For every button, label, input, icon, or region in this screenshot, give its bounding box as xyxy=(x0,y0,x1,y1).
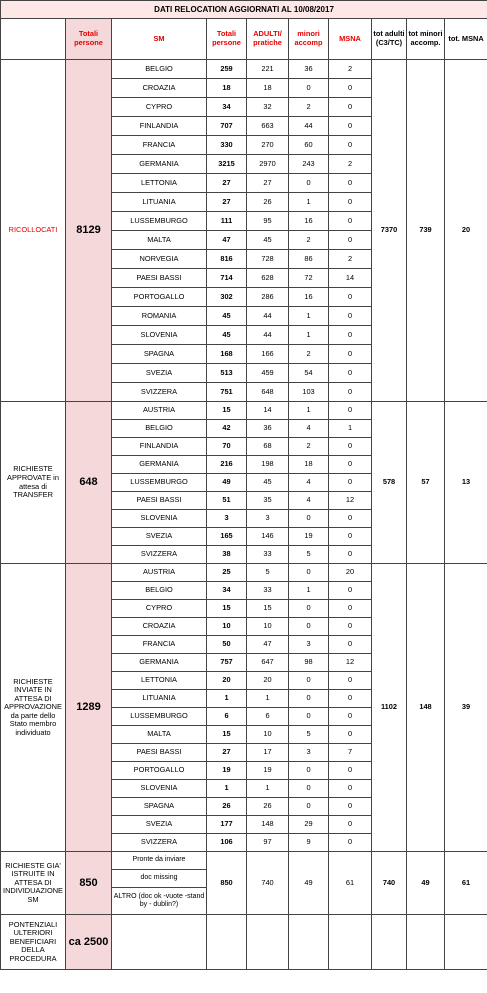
adulti-cell: 648 xyxy=(247,383,289,402)
totali-cell: 27 xyxy=(207,174,247,193)
potenziali-category-label: PONTENZIALI ULTERIORI BENEFICIARI DELLA PROCEDURA xyxy=(1,915,66,970)
table-row xyxy=(1,852,487,870)
minori-cell: 103 xyxy=(289,383,329,402)
adulti-cell: 95 xyxy=(247,212,289,231)
msna-cell: 0 xyxy=(329,98,372,117)
sm-cell: BELGIO xyxy=(112,60,207,79)
minori-cell: 0 xyxy=(289,174,329,193)
adulti-cell: 35 xyxy=(247,492,289,510)
minori-cell: 5 xyxy=(289,546,329,564)
sm-cell: SLOVENIA xyxy=(112,780,207,798)
minori-cell: 5 xyxy=(289,726,329,744)
empty-cell xyxy=(372,915,407,970)
msna-cell: 0 xyxy=(329,307,372,326)
minori-cell: 54 xyxy=(289,364,329,383)
sm-cell: NORVEGIA xyxy=(112,250,207,269)
totali-cell: 177 xyxy=(207,816,247,834)
sm-cell: LUSSEMBURGO xyxy=(112,212,207,231)
minori-cell: 1 xyxy=(289,582,329,600)
empty-cell xyxy=(207,915,247,970)
minori-cell: 9 xyxy=(289,834,329,852)
transfer-tot-minori: 57 xyxy=(407,402,445,564)
transfer-total: 648 xyxy=(66,402,112,564)
sm-cell: AUSTRIA xyxy=(112,564,207,582)
adulti-cell: 1 xyxy=(247,690,289,708)
totali-cell: 10 xyxy=(207,618,247,636)
minori-cell: 2 xyxy=(289,438,329,456)
adulti-cell: 6 xyxy=(247,708,289,726)
sm-cell: CYPRO xyxy=(112,98,207,117)
header-tot-msna: tot. MSNA xyxy=(445,19,487,60)
adulti-cell: 68 xyxy=(247,438,289,456)
minori-cell: 1 xyxy=(289,307,329,326)
sm-cell: PORTOGALLO xyxy=(112,288,207,307)
msna-cell: 0 xyxy=(329,708,372,726)
adulti-cell: 2970 xyxy=(247,155,289,174)
msna-cell: 0 xyxy=(329,383,372,402)
msna-cell: 0 xyxy=(329,600,372,618)
sm-cell: GERMANIA xyxy=(112,155,207,174)
adulti-cell: 10 xyxy=(247,618,289,636)
minori-cell: 19 xyxy=(289,528,329,546)
msna-cell: 2 xyxy=(329,155,372,174)
adulti-cell: 647 xyxy=(247,654,289,672)
sm-cell: GERMANIA xyxy=(112,456,207,474)
msna-cell: 0 xyxy=(329,636,372,654)
minori-cell: 4 xyxy=(289,420,329,438)
minori-cell: 2 xyxy=(289,345,329,364)
totali-cell: 19 xyxy=(207,762,247,780)
minori-cell: 86 xyxy=(289,250,329,269)
empty-cell xyxy=(407,915,445,970)
msna-cell: 0 xyxy=(329,438,372,456)
sm-cell: FRANCIA xyxy=(112,136,207,155)
minori-cell: 0 xyxy=(289,79,329,98)
istruite-minori: 49 xyxy=(289,852,329,915)
sm-cell: LUSSEMBURGO xyxy=(112,474,207,492)
sm-cell: LETTONIA xyxy=(112,672,207,690)
transfer-category-label: RICHIESTE APPROVATE in attesa di TRANSFER xyxy=(1,402,66,564)
totali-cell: 34 xyxy=(207,98,247,117)
minori-cell: 29 xyxy=(289,816,329,834)
adulti-cell: 45 xyxy=(247,231,289,250)
potenziali-total: ca 2500 xyxy=(66,915,112,970)
msna-cell: 0 xyxy=(329,474,372,492)
totali-cell: 302 xyxy=(207,288,247,307)
adulti-cell: 47 xyxy=(247,636,289,654)
sm-cell: AUSTRIA xyxy=(112,402,207,420)
ricollocati-category-label: RICOLLOCATI xyxy=(1,60,66,402)
sm-cell: SVEZIA xyxy=(112,816,207,834)
adulti-cell: 5 xyxy=(247,564,289,582)
istruite-tot-msna: 61 xyxy=(445,852,487,915)
sm-cell: MALTA xyxy=(112,726,207,744)
minori-cell: 0 xyxy=(289,762,329,780)
msna-cell: 0 xyxy=(329,79,372,98)
sm-cell: PAESI BASSI xyxy=(112,492,207,510)
adulti-cell: 166 xyxy=(247,345,289,364)
minori-cell: 44 xyxy=(289,117,329,136)
sm-cell: GERMANIA xyxy=(112,654,207,672)
sm-cell: LUSSEMBURGO xyxy=(112,708,207,726)
totali-cell: 45 xyxy=(207,326,247,345)
sm-cell: PAESI BASSI xyxy=(112,744,207,762)
table-row xyxy=(1,60,487,79)
totali-cell: 330 xyxy=(207,136,247,155)
approvazione-total: 1289 xyxy=(66,564,112,852)
adulti-cell: 44 xyxy=(247,307,289,326)
istruite-adulti: 740 xyxy=(247,852,289,915)
istruite-msna: 61 xyxy=(329,852,372,915)
sm-cell: CROAZIA xyxy=(112,618,207,636)
totali-cell: 51 xyxy=(207,492,247,510)
sm-cell: SVEZIA xyxy=(112,364,207,383)
totali-cell: 70 xyxy=(207,438,247,456)
header-totali-persone: Totali persone xyxy=(66,19,112,60)
minori-cell: 0 xyxy=(289,708,329,726)
header-tot-adulti: tot adulti (C3/TC) xyxy=(372,19,407,60)
minori-cell: 18 xyxy=(289,456,329,474)
adulti-cell: 728 xyxy=(247,250,289,269)
sm-cell: SLOVENIA xyxy=(112,326,207,345)
table-row xyxy=(1,915,487,970)
sm-cell: BELGIO xyxy=(112,420,207,438)
msna-cell: 0 xyxy=(329,618,372,636)
msna-cell: 0 xyxy=(329,212,372,231)
totali-cell: 26 xyxy=(207,798,247,816)
empty-cell xyxy=(329,915,372,970)
adulti-cell: 628 xyxy=(247,269,289,288)
minori-cell: 0 xyxy=(289,564,329,582)
adulti-cell: 286 xyxy=(247,288,289,307)
adulti-cell: 19 xyxy=(247,762,289,780)
minori-cell: 2 xyxy=(289,231,329,250)
sm-cell: CROAZIA xyxy=(112,79,207,98)
adulti-cell: 146 xyxy=(247,528,289,546)
table-row xyxy=(1,402,487,420)
header-totali-persone-2: Totali persone xyxy=(207,19,247,60)
totali-cell: 816 xyxy=(207,250,247,269)
ricollocati-tot-minori: 739 xyxy=(407,60,445,402)
istruite-sub-label: doc missing xyxy=(112,870,207,888)
adulti-cell: 97 xyxy=(247,834,289,852)
minori-cell: 1 xyxy=(289,193,329,212)
msna-cell: 20 xyxy=(329,564,372,582)
sm-cell: SVIZZERA xyxy=(112,383,207,402)
istruite-tot-minori: 49 xyxy=(407,852,445,915)
totali-cell: 259 xyxy=(207,60,247,79)
totali-cell: 6 xyxy=(207,708,247,726)
table-title: DATI RELOCATION AGGIORNATI AL 10/08/2017 xyxy=(1,1,487,19)
adulti-cell: 198 xyxy=(247,456,289,474)
sm-cell: FINLANDIA xyxy=(112,117,207,136)
minori-cell: 4 xyxy=(289,492,329,510)
minori-cell: 0 xyxy=(289,510,329,528)
msna-cell: 0 xyxy=(329,345,372,364)
adulti-cell: 14 xyxy=(247,402,289,420)
istruite-category-label: RICHIESTE GIA' ISTRUITE IN ATTESA DI INDIVIDUAZIONE SM xyxy=(1,852,66,915)
approvazione-category-label: RICHIESTE INVIATE IN ATTESA DI APPROVAZIONE da parte dello Stato membro individuato xyxy=(1,564,66,852)
totali-cell: 27 xyxy=(207,193,247,212)
sm-cell: BELGIO xyxy=(112,582,207,600)
approvazione-tot-msna: 39 xyxy=(445,564,487,852)
sm-cell: FINLANDIA xyxy=(112,438,207,456)
minori-cell: 0 xyxy=(289,690,329,708)
adulti-cell: 148 xyxy=(247,816,289,834)
header-empty xyxy=(1,19,66,60)
header-tot-minori: tot minori accomp. xyxy=(407,19,445,60)
sm-cell: SLOVENIA xyxy=(112,510,207,528)
totali-cell: 15 xyxy=(207,402,247,420)
sm-cell: LITUANIA xyxy=(112,690,207,708)
totali-cell: 49 xyxy=(207,474,247,492)
ricollocati-total: 8129 xyxy=(66,60,112,402)
header-adulti: ADULTI/ pratiche xyxy=(247,19,289,60)
msna-cell: 0 xyxy=(329,834,372,852)
sm-cell: SPAGNA xyxy=(112,345,207,364)
msna-cell: 0 xyxy=(329,231,372,250)
minori-cell: 2 xyxy=(289,98,329,117)
minori-cell: 4 xyxy=(289,474,329,492)
minori-cell: 3 xyxy=(289,744,329,762)
approvazione-tot-minori: 148 xyxy=(407,564,445,852)
sm-cell: SVIZZERA xyxy=(112,546,207,564)
minori-cell: 3 xyxy=(289,636,329,654)
msna-cell: 0 xyxy=(329,456,372,474)
adulti-cell: 10 xyxy=(247,726,289,744)
totali-cell: 714 xyxy=(207,269,247,288)
totali-cell: 38 xyxy=(207,546,247,564)
totali-cell: 216 xyxy=(207,456,247,474)
totali-cell: 15 xyxy=(207,600,247,618)
minori-cell: 16 xyxy=(289,288,329,307)
adulti-cell: 32 xyxy=(247,98,289,117)
adulti-cell: 27 xyxy=(247,174,289,193)
msna-cell: 14 xyxy=(329,269,372,288)
totali-cell: 42 xyxy=(207,420,247,438)
msna-cell: 0 xyxy=(329,672,372,690)
totali-cell: 47 xyxy=(207,231,247,250)
minori-cell: 0 xyxy=(289,798,329,816)
msna-cell: 2 xyxy=(329,60,372,79)
totali-cell: 3215 xyxy=(207,155,247,174)
sm-cell: SVEZIA xyxy=(112,528,207,546)
totali-cell: 1 xyxy=(207,690,247,708)
approvazione-tot-adulti: 1102 xyxy=(372,564,407,852)
msna-cell: 0 xyxy=(329,690,372,708)
adulti-cell: 15 xyxy=(247,600,289,618)
totali-cell: 27 xyxy=(207,744,247,762)
istruite-tot: 850 xyxy=(207,852,247,915)
adulti-cell: 26 xyxy=(247,798,289,816)
msna-cell: 0 xyxy=(329,364,372,383)
msna-cell: 7 xyxy=(329,744,372,762)
msna-cell: 0 xyxy=(329,546,372,564)
totali-cell: 45 xyxy=(207,307,247,326)
msna-cell: 0 xyxy=(329,326,372,345)
adulti-cell: 17 xyxy=(247,744,289,762)
msna-cell: 1 xyxy=(329,420,372,438)
totali-cell: 25 xyxy=(207,564,247,582)
totali-cell: 751 xyxy=(207,383,247,402)
empty-cell xyxy=(112,915,207,970)
msna-cell: 0 xyxy=(329,174,372,193)
istruite-total: 850 xyxy=(66,852,112,915)
sm-cell: ROMANIA xyxy=(112,307,207,326)
ricollocati-tot-adulti: 7370 xyxy=(372,60,407,402)
ricollocati-tot-msna: 20 xyxy=(445,60,487,402)
minori-cell: 0 xyxy=(289,618,329,636)
sm-cell: PORTOGALLO xyxy=(112,762,207,780)
minori-cell: 0 xyxy=(289,672,329,690)
adulti-cell: 18 xyxy=(247,79,289,98)
minori-cell: 1 xyxy=(289,402,329,420)
msna-cell: 0 xyxy=(329,582,372,600)
totali-cell: 707 xyxy=(207,117,247,136)
empty-cell xyxy=(445,915,487,970)
adulti-cell: 45 xyxy=(247,474,289,492)
istruite-sub-label: ALTRO (doc ok -vuote -stand by - dublin?) xyxy=(112,888,207,915)
sm-cell: LITUANIA xyxy=(112,193,207,212)
msna-cell: 0 xyxy=(329,402,372,420)
totali-cell: 168 xyxy=(207,345,247,364)
minori-cell: 16 xyxy=(289,212,329,231)
adulti-cell: 20 xyxy=(247,672,289,690)
adulti-cell: 44 xyxy=(247,326,289,345)
adulti-cell: 270 xyxy=(247,136,289,155)
sm-cell: SVIZZERA xyxy=(112,834,207,852)
msna-cell: 0 xyxy=(329,288,372,307)
minori-cell: 0 xyxy=(289,600,329,618)
minori-cell: 60 xyxy=(289,136,329,155)
adulti-cell: 26 xyxy=(247,193,289,212)
sm-cell: LETTONIA xyxy=(112,174,207,193)
minori-cell: 1 xyxy=(289,326,329,345)
empty-cell xyxy=(289,915,329,970)
header-sm: SM xyxy=(112,19,207,60)
totali-cell: 1 xyxy=(207,780,247,798)
minori-cell: 243 xyxy=(289,155,329,174)
header-minori: minori accomp xyxy=(289,19,329,60)
minori-cell: 98 xyxy=(289,654,329,672)
msna-cell: 0 xyxy=(329,726,372,744)
msna-cell: 2 xyxy=(329,250,372,269)
sm-cell: CYPRO xyxy=(112,600,207,618)
adulti-cell: 459 xyxy=(247,364,289,383)
totali-cell: 18 xyxy=(207,79,247,98)
totali-cell: 165 xyxy=(207,528,247,546)
totali-cell: 106 xyxy=(207,834,247,852)
table-row xyxy=(1,564,487,582)
minori-cell: 72 xyxy=(289,269,329,288)
adulti-cell: 663 xyxy=(247,117,289,136)
msna-cell: 12 xyxy=(329,492,372,510)
empty-cell xyxy=(247,915,289,970)
sm-cell: SPAGNA xyxy=(112,798,207,816)
totali-cell: 50 xyxy=(207,636,247,654)
msna-cell: 0 xyxy=(329,510,372,528)
msna-cell: 0 xyxy=(329,193,372,212)
sm-cell: FRANCIA xyxy=(112,636,207,654)
msna-cell: 0 xyxy=(329,780,372,798)
adulti-cell: 36 xyxy=(247,420,289,438)
adulti-cell: 33 xyxy=(247,582,289,600)
msna-cell: 0 xyxy=(329,528,372,546)
msna-cell: 12 xyxy=(329,654,372,672)
msna-cell: 0 xyxy=(329,762,372,780)
msna-cell: 0 xyxy=(329,798,372,816)
table-body xyxy=(1,1,487,970)
sm-cell: PAESI BASSI xyxy=(112,269,207,288)
totali-cell: 3 xyxy=(207,510,247,528)
adulti-cell: 33 xyxy=(247,546,289,564)
transfer-tot-adulti: 578 xyxy=(372,402,407,564)
totali-cell: 20 xyxy=(207,672,247,690)
totali-cell: 111 xyxy=(207,212,247,231)
totali-cell: 513 xyxy=(207,364,247,383)
istruite-sub-label: Pronte da inviare xyxy=(112,852,207,870)
msna-cell: 0 xyxy=(329,117,372,136)
adulti-cell: 1 xyxy=(247,780,289,798)
transfer-tot-msna: 13 xyxy=(445,402,487,564)
totali-cell: 757 xyxy=(207,654,247,672)
minori-cell: 36 xyxy=(289,60,329,79)
minori-cell: 0 xyxy=(289,780,329,798)
header-msna: MSNA xyxy=(329,19,372,60)
totali-cell: 15 xyxy=(207,726,247,744)
msna-cell: 0 xyxy=(329,816,372,834)
adulti-cell: 221 xyxy=(247,60,289,79)
sm-cell: MALTA xyxy=(112,231,207,250)
adulti-cell: 3 xyxy=(247,510,289,528)
istruite-tot-adulti: 740 xyxy=(372,852,407,915)
totali-cell: 34 xyxy=(207,582,247,600)
msna-cell: 0 xyxy=(329,136,372,155)
